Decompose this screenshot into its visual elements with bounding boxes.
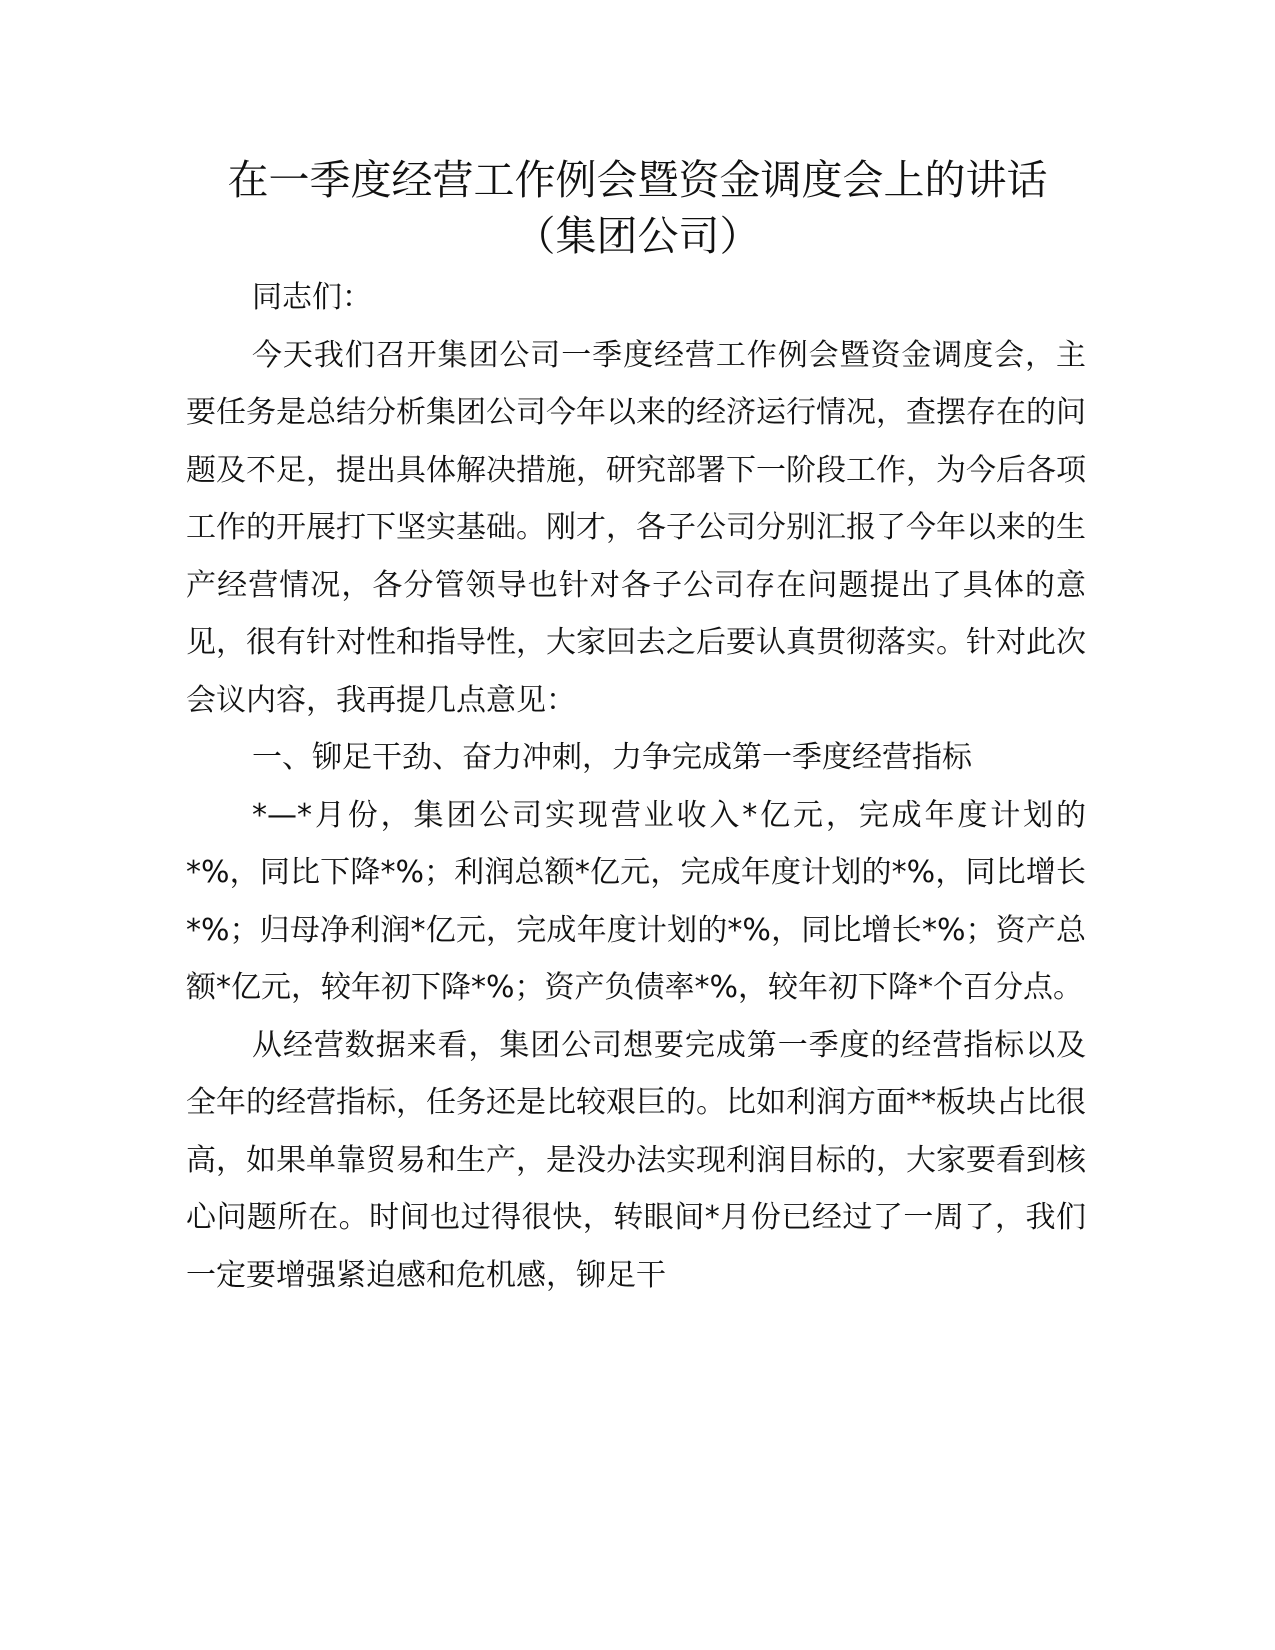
document-body [186,269,1086,1304]
paragraph-analysis: 从经营数据来看，集团公司想要完成第一季度的经营指标以及全年的经营指标，任务还是比较艰巨的。比如利润方面**板块占比很高，如果单靠贸易和生产，是没办法实现利润目标的，大家要看到核心问题所在。时间也过得很快，转眼间*月份已经过了一周了，我们一定要增强紧迫感和危机感，铆足干 [186,1027,1086,1293]
document-title: 在一季度经营工作例会暨资金调度会上的讲话 [227,156,1048,204]
section-heading-1: 一、铆足干劲、奋力冲刺，力争完成第一季度经营指标 [252,740,972,775]
salutation: 同志们： [252,280,372,315]
paragraph-intro: 今天我们召开集团公司一季度经营工作例会暨资金调度会，主要任务是总结分析集团公司今年以来的经济运行情况，查摆存在的问题及不足，提出具体解决措施，研究部署下一阶段工作，为今后各项工作的开展打下坚实基础。刚才，各子公司分别汇报了今年以来的生产经营情况，各分管领导也针对各子公司存在问题提出了具体的意见，很有针对性和指导性，大家回去之后要认真贯彻落实。针对此次会议内容，我再提几点意见： [186,337,1086,718]
paragraph-statistics: *—*月份，集团公司实现营业收入*亿元，完成年度计划的*%，同比下降*%；利润总额*亿元，完成年度计划的*%，同比增长*%；归母净利润*亿元，完成年度计划的*%，同比增长*%；资产总额*亿元，较年初下降*%；资产负债率*%，较年初下降*个百分点。 [186,797,1086,1005]
document-subtitle: （集团公司） [514,212,761,260]
